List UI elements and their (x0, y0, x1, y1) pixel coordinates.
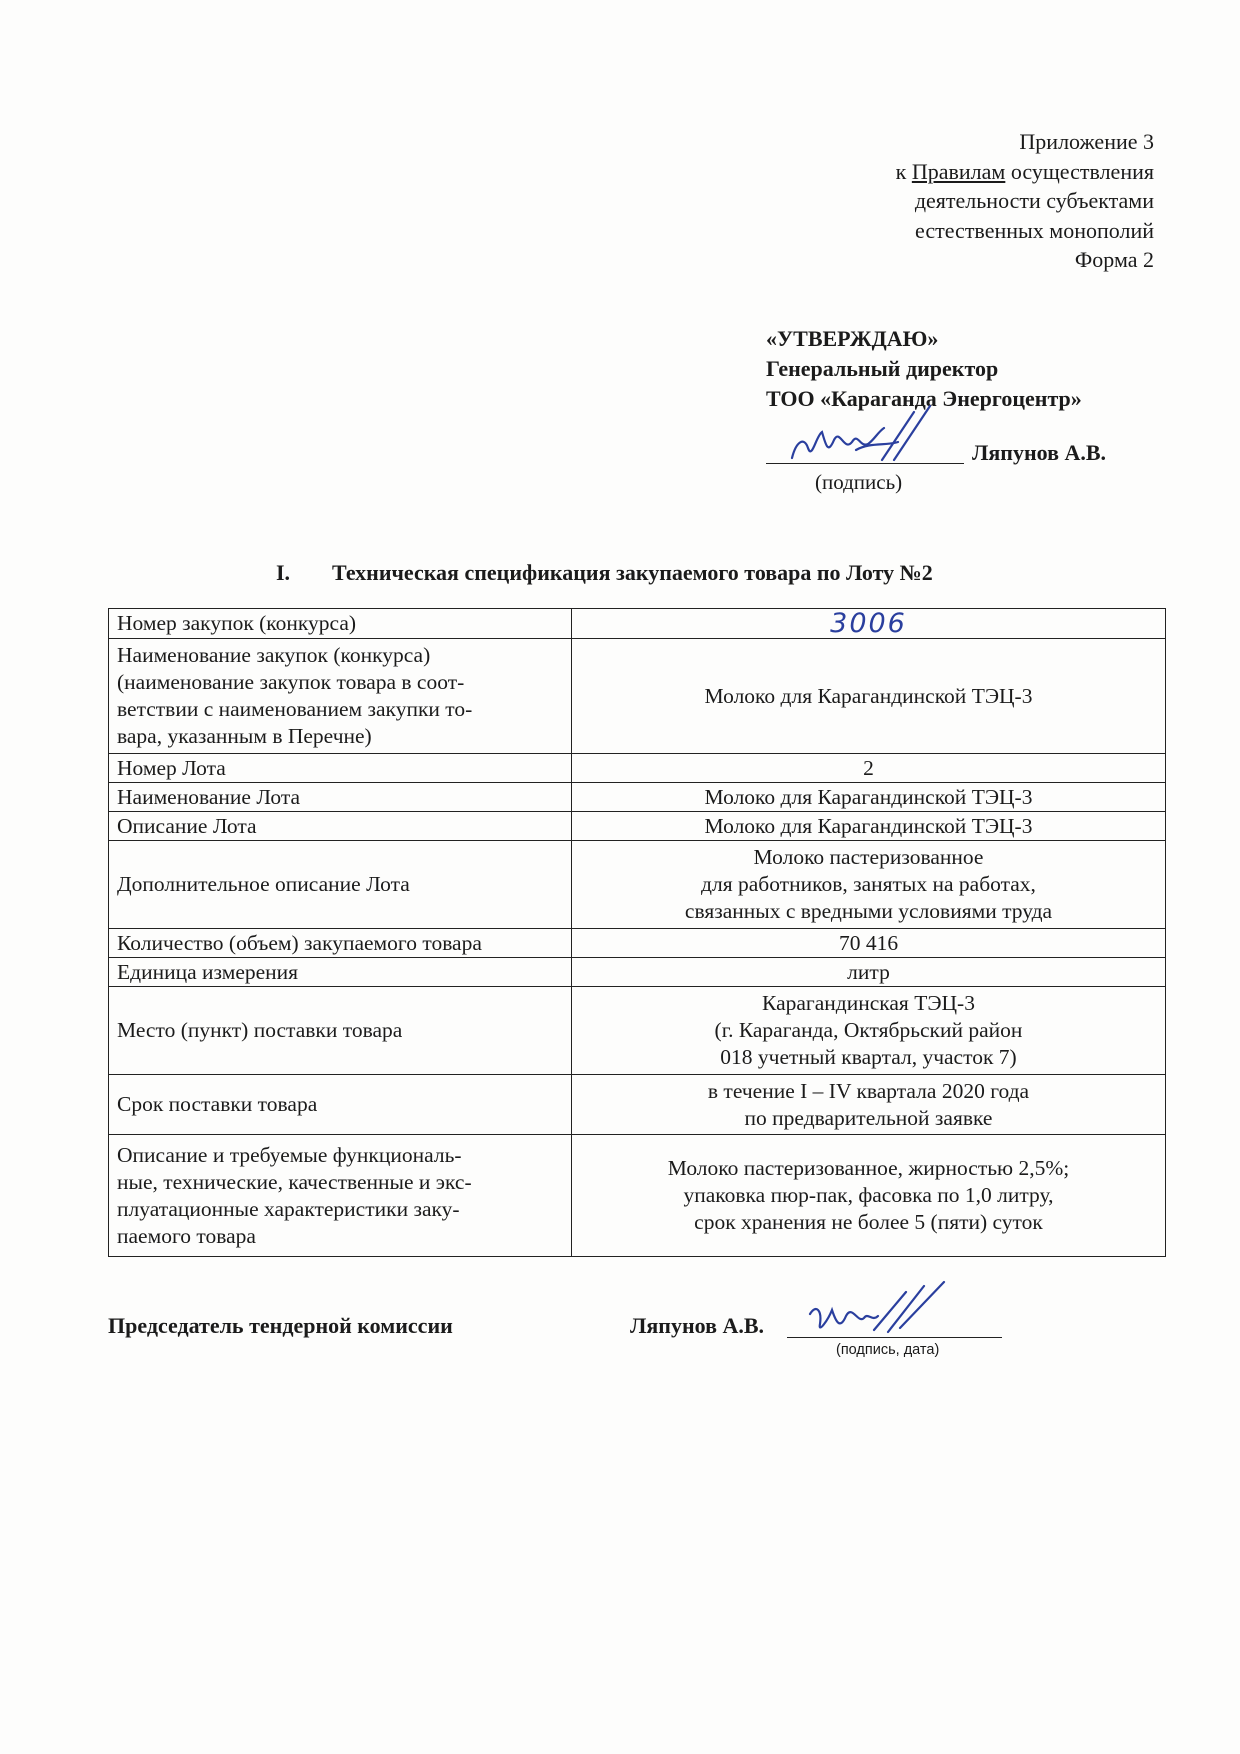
appendix-line-4: естественных монополий (915, 217, 1154, 243)
value-line: Молоко пастеризованное, жирностью 2,5%; (667, 1156, 1070, 1180)
table-row (109, 1135, 1166, 1257)
table-row (109, 754, 1166, 783)
spec-table (108, 608, 1166, 1257)
row-label: Единица измерения (109, 958, 572, 987)
label-line: вара, указанным в Перечне) (117, 724, 372, 748)
row-value (572, 987, 1166, 1075)
table-row (109, 929, 1166, 958)
row-value: Молоко для Карагандинской ТЭЦ-3 (572, 783, 1166, 812)
form-number: Форма 2 (1074, 247, 1154, 272)
value-line: связанных с вредными условиями труда (684, 899, 1053, 923)
approval-signer: Ляпунов А.В. (972, 440, 1107, 465)
table-row (109, 783, 1166, 812)
chairman-signature-caption: (подпись, дата) (836, 1342, 940, 1358)
row-label: Номер Лота (109, 754, 572, 783)
row-label: Срок поставки товара (109, 1075, 572, 1135)
label-line: (наименование закупок товара в соот- (117, 670, 465, 694)
appendix-rules-line (896, 157, 1154, 187)
table-row (109, 958, 1166, 987)
appendix-line-3: деятельности субъектами (914, 188, 1154, 213)
table-row (109, 841, 1166, 929)
value-line: 018 учетный квартал, участок 7) (720, 1045, 1017, 1069)
row-value: Молоко для Карагандинской ТЭЦ-3 (572, 639, 1166, 754)
label-line: Наименование закупок (конкурса) (117, 643, 431, 667)
section-number: I. (276, 560, 291, 585)
row-label: Наименование Лота (109, 783, 572, 812)
appendix-number: Приложение 3 (1019, 129, 1154, 154)
table-row (109, 639, 1166, 754)
chairman-signature (806, 1280, 956, 1342)
approval-block (766, 324, 1082, 414)
row-label: Место (пункт) поставки товара (109, 987, 572, 1075)
row-value: литр (572, 958, 1166, 987)
rules-link[interactable]: Правилам (911, 158, 1006, 184)
section-title: Техническая спецификация закупаемого товара по Лоту №2 (332, 560, 933, 585)
row-label: Описание Лота (109, 812, 572, 841)
appendix-block (896, 127, 1154, 275)
approval-company: ТОО «Караганда Энергоцентр» (766, 386, 1082, 411)
row-value: 2 (572, 754, 1166, 783)
row-label: Количество (объем) закупаемого товара (109, 929, 572, 958)
label-line: Описание и требуемые функциональ- (117, 1142, 462, 1167)
table-row (109, 609, 1166, 639)
director-signature (786, 402, 936, 472)
value-line: Карагандинская ТЭЦ-3 (762, 991, 975, 1015)
value-line: срок хранения не более 5 (пяти) суток (694, 1210, 1043, 1234)
value-line: (г. Караганда, Октябрьский район (714, 1018, 1023, 1042)
row-value: Молоко для Карагандинской ТЭЦ-3 (572, 812, 1166, 841)
chairman-name: Ляпунов А.В. (630, 1313, 765, 1338)
appendix-rules-prefix: к (895, 158, 912, 184)
label-line: ные, технические, качественные и экс- (117, 1169, 472, 1194)
label-line: ветствии с наименованием закупки то- (117, 697, 473, 721)
approval-position: Генеральный директор (766, 356, 999, 381)
row-label: Дополнительное описание Лота (109, 841, 572, 929)
chairman-title: Председатель тендерной комиссии (108, 1313, 453, 1338)
row-label: Номер закупок (конкурса) (109, 609, 572, 639)
label-line: плуатационные характеристики заку- (117, 1196, 460, 1221)
section-heading (276, 560, 933, 586)
purchase-number-handwritten: 3006 (572, 609, 1166, 639)
row-label (109, 1135, 572, 1257)
director-signature-line (766, 463, 964, 464)
value-line: по предварительной заявке (744, 1105, 993, 1130)
table-row (109, 812, 1166, 841)
value-line: упаковка пюр-пак, фасовка по 1,0 литру, (683, 1183, 1054, 1207)
table-row (109, 987, 1166, 1075)
approval-title: «УТВЕРЖДАЮ» (766, 326, 939, 351)
chairman-signature-line (787, 1337, 1002, 1338)
row-value (572, 1135, 1166, 1257)
label-line: паемого товара (117, 1223, 256, 1248)
signature-caption: (подпись) (815, 470, 903, 494)
row-value (572, 1075, 1166, 1135)
value-line: Молоко пастеризованное (753, 845, 984, 869)
row-value (572, 841, 1166, 929)
value-line: в течение I – IV квартала 2020 года (707, 1078, 1030, 1103)
table-row (109, 1075, 1166, 1135)
row-value: 70 416 (572, 929, 1166, 958)
value-line: для работников, занятых на работах, (701, 872, 1036, 896)
row-label (109, 639, 572, 754)
appendix-rules-suffix: осуществления (1005, 158, 1154, 184)
